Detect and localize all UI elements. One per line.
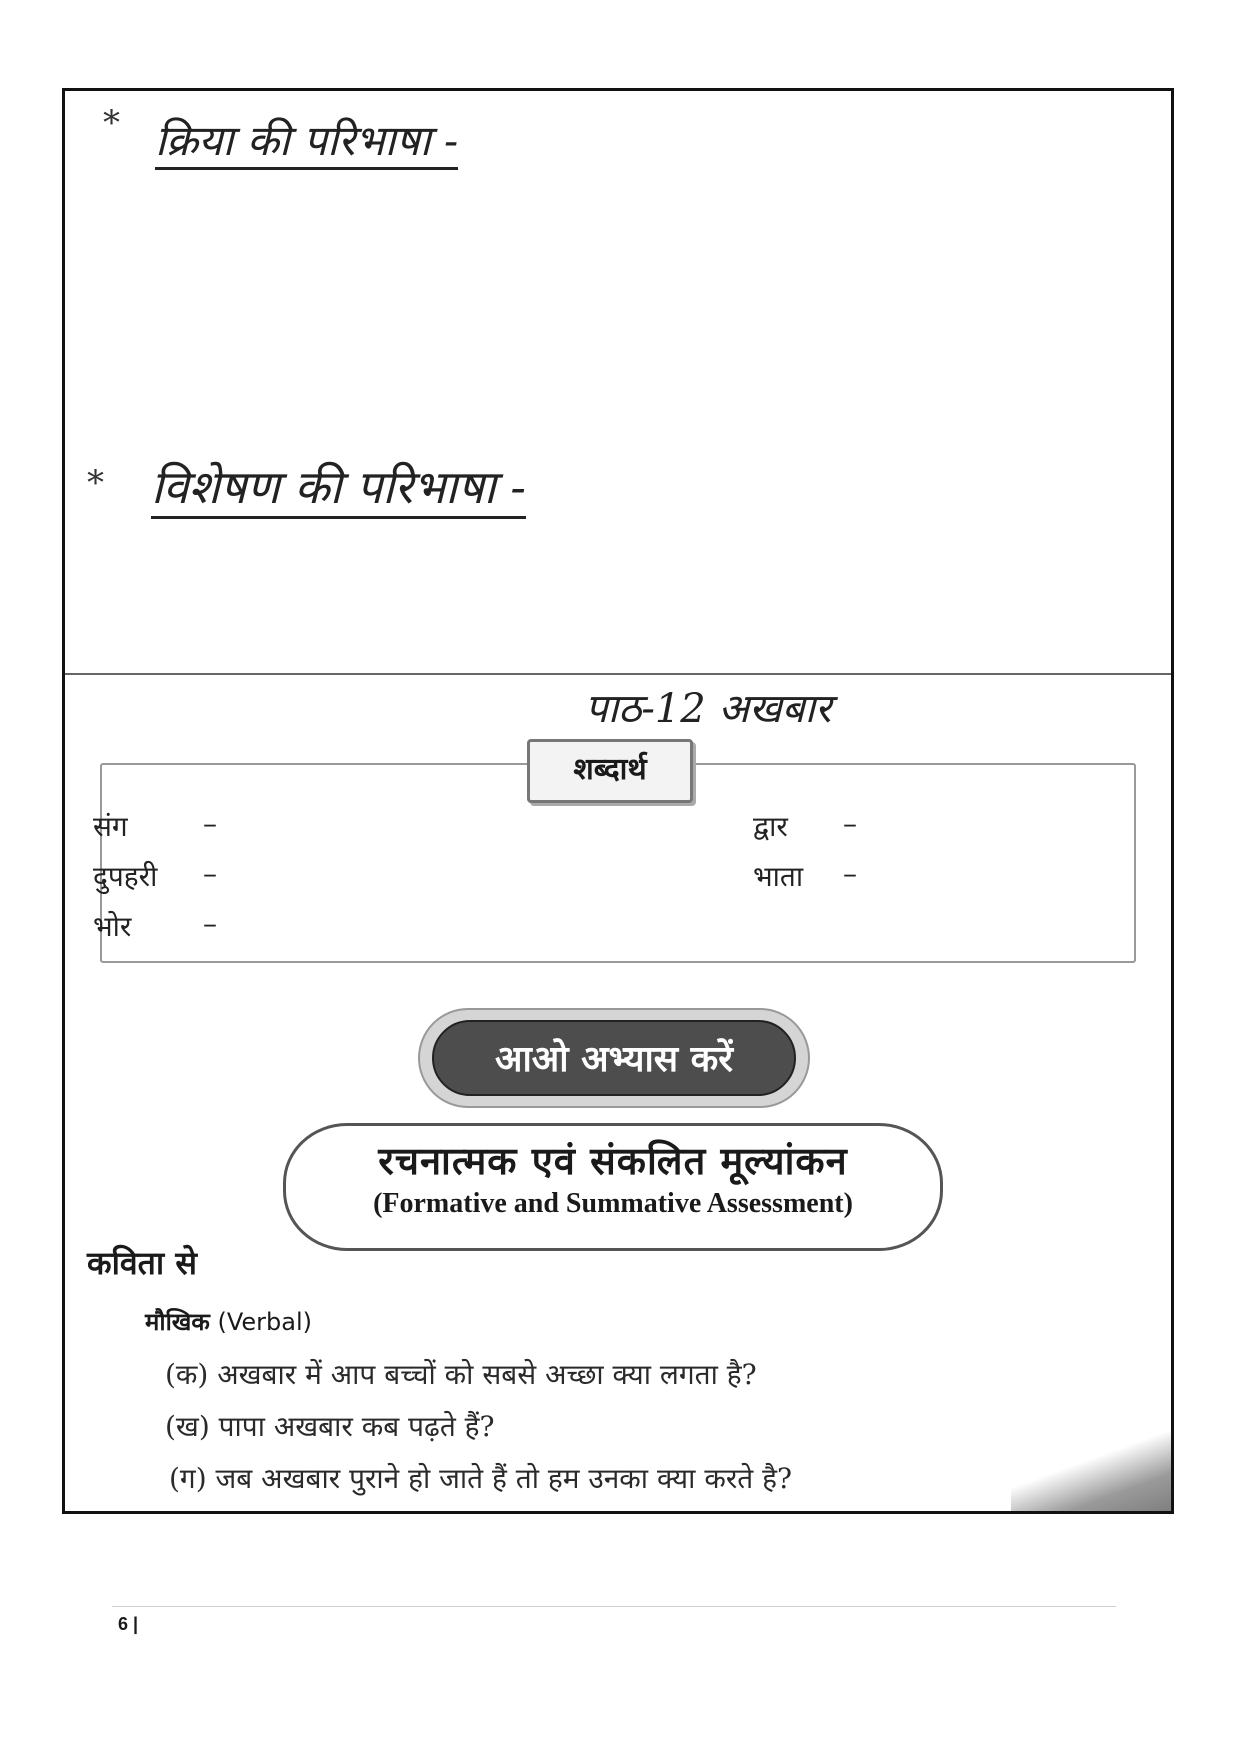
lesson-title: पाठ-12 अखबार xyxy=(585,686,832,732)
subtitle-hindi: मौखिक xyxy=(145,1307,210,1336)
glossary-dash: – xyxy=(203,807,217,840)
practice-banner xyxy=(418,1008,810,1108)
glossary-word: भोर xyxy=(93,910,132,943)
section-title: कविता से xyxy=(87,1244,197,1282)
assessment-title-english: (Formative and Summative Assessment) xyxy=(373,1188,853,1219)
bullet-star: * xyxy=(87,463,104,503)
question-item: (ग) जब अखबार पुराने हो जाते हैं तो हम उनका क्या करते है? xyxy=(169,1462,793,1495)
subsection-title xyxy=(145,1305,312,1338)
adjective-definition-heading: विशेषण की परिभाषा - xyxy=(151,455,526,517)
scan-shadow xyxy=(1011,1421,1171,1511)
glossary-dash: – xyxy=(203,857,217,890)
glossary-word: द्वार xyxy=(753,810,788,843)
glossary-word: संग xyxy=(93,810,128,843)
section-divider xyxy=(65,673,1171,675)
page-number: 6 | xyxy=(118,1614,139,1634)
footer-rule xyxy=(112,1606,1116,1607)
glossary-dash: – xyxy=(843,807,857,840)
question-item: (ख) पापा अखबार कब पढ़ते हैं? xyxy=(165,1410,495,1443)
glossary-dash: – xyxy=(843,857,857,890)
glossary-word: दुपहरी xyxy=(93,860,158,893)
glossary-word: भाता xyxy=(753,860,804,893)
question-item: (क) अखबार में आप बच्चों को सबसे अच्छा क्या लगता है? xyxy=(165,1358,757,1391)
glossary-dash: – xyxy=(203,907,217,940)
worksheet-frame xyxy=(62,88,1174,1514)
bullet-star: * xyxy=(103,103,120,143)
assessment-banner xyxy=(283,1123,943,1251)
practice-banner-text: आओ अभ्यास करें xyxy=(432,1020,796,1096)
subtitle-english: (Verbal) xyxy=(217,1308,313,1336)
verb-definition-heading: क्रिया की परिभाषा - xyxy=(155,111,458,168)
glossary-label: शब्दार्थ xyxy=(527,739,693,803)
assessment-title-hindi: रचनात्मक एवं संकलित मूल्यांकन xyxy=(378,1138,848,1183)
